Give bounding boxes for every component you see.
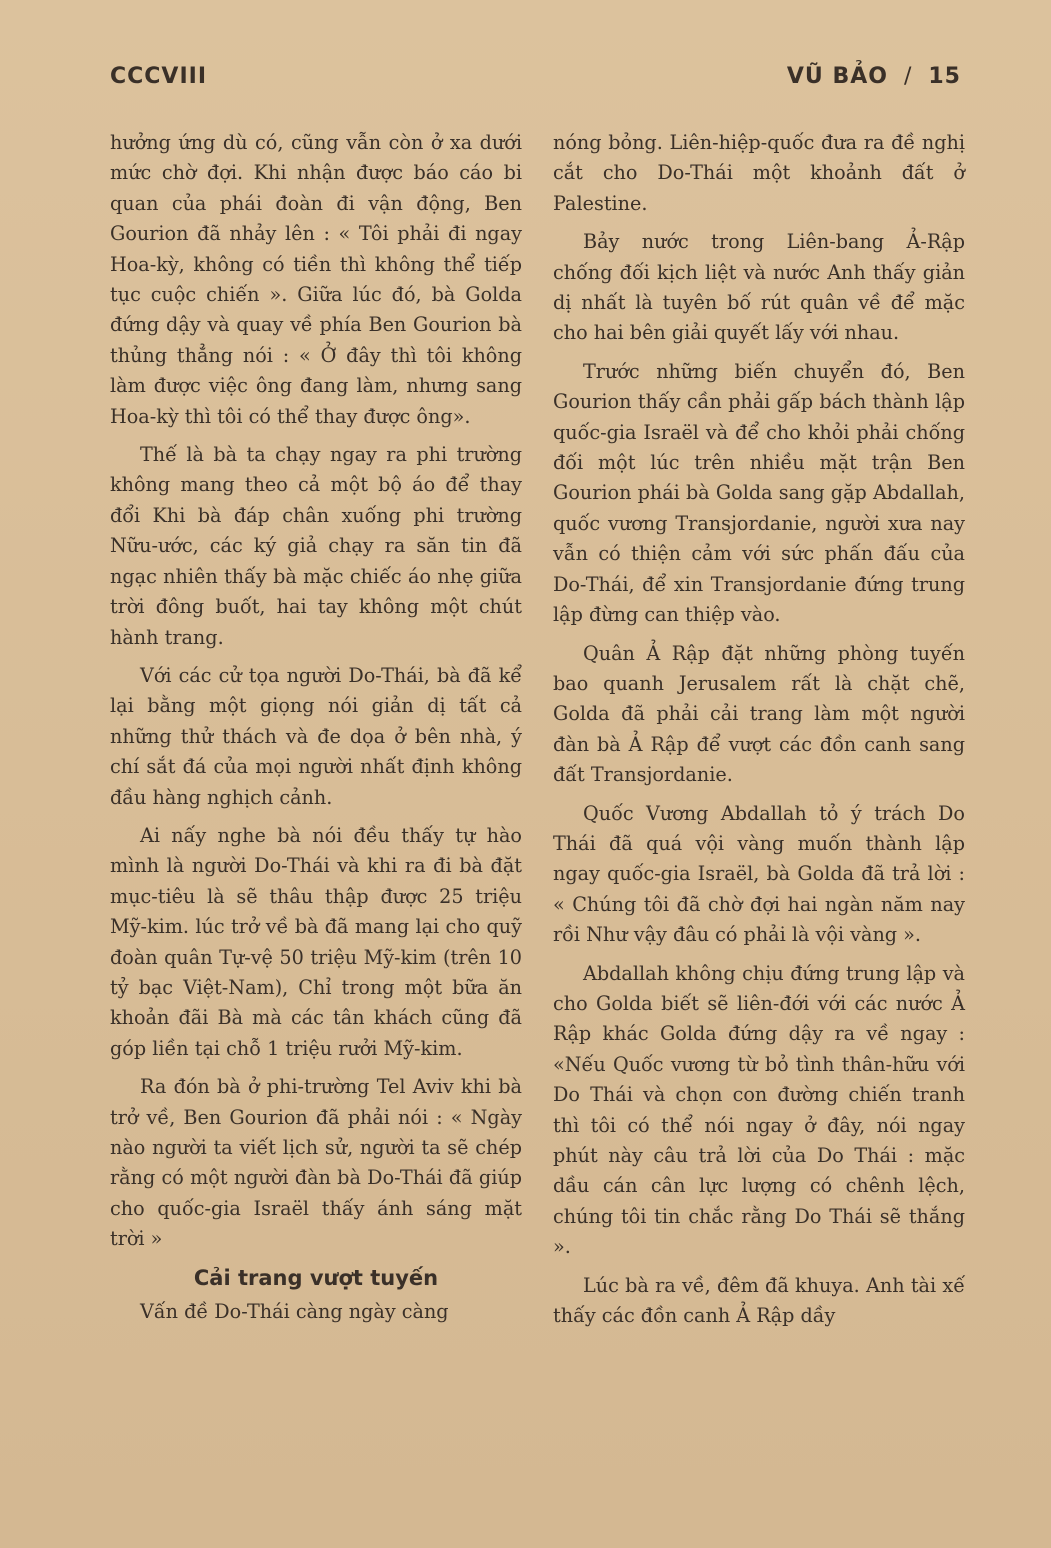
paragraph: Với các cử tọa người Do-Thái, bà đã kể lại bằng một giọng nói giản dị tất cả những thử thách và đe dọa ở bên nhà, ý chí sắt đá của mọi người nhất định không đầu hàng nghịch cảnh. — [110, 663, 522, 809]
paragraph: Ai nấy nghe bà nói đều thấy tự hào mình là người Do-Thái và khi ra đi bà đặt mục-tiêu là sẽ thâu thập được 25 triệu Mỹ-kim. lúc trở về bà đã mang lại cho quỹ đoàn quân Tự-vệ 50 triệu Mỹ-kim (trên 10 tỷ bạc Việt-Nam), Chỉ trong một bữa ăn khoản đãi Bà mà các tân khách cũng đã góp liền tại chỗ 1 triệu rưởi Mỹ-kim. — [110, 823, 522, 1060]
paragraph: Bảy nước trong Liên-bang Ả-Rập chống đối kịch liệt và nước Anh thấy giản dị nhất là tuyên bố rút quân về để mặc cho hai bên giải quyết lấy với nhau. — [553, 230, 965, 345]
paragraph: Quốc Vương Abdallah tỏ ý trách Do Thái đã quá vội vàng muốn thành lập ngay quốc-gia Israël, bà Golda đã trả lời : « Chúng tôi đã chờ đợi hai ngàn năm nay rồi Như vậy đâu có phải là vội vàng ». — [553, 801, 965, 947]
paragraph: Quân Ả Rập đặt những phòng tuyến bao quanh Jerusalem rất là chặt chẽ, Golda đã phải cải trang làm một người đàn bà Ả Rập để vượt các đồn canh sang đất Transjordanie. — [553, 641, 965, 787]
paragraph: Ra đón bà ở phi-trường Tel Aviv khi bà trở về, Ben Gourion đã phải nói : « Ngày nào người ta viết lịch sử, người ta sẽ chép rằng có một người đàn bà Do-Thái đã giúp cho quốc-gia Israël thấy ánh sáng mặt trời » — [110, 1075, 522, 1251]
running-header — [787, 64, 961, 89]
page-number: 15 — [928, 64, 961, 89]
right-column — [553, 128, 965, 1339]
header-separator: / — [903, 64, 913, 89]
paragraph: Vấn đề Do-Thái càng ngày càng — [140, 1300, 449, 1324]
paragraph: Thế là bà ta chạy ngay ra phi trường không mang theo cả một bộ áo để thay đổi Khi bà đáp chân xuống phi trường Nữu-ước, các ký giả chạy ra săn tin đã ngạc nhiên thấy bà mặc chiếc áo nhẹ giữa trời đông buốt, hai tay không một chút hành trang. — [110, 443, 522, 649]
author-title: VŨ BẢO — [786, 64, 888, 89]
section-heading: Cải trang vượt tuyến — [193, 1265, 439, 1290]
paragraph: Trước những biến chuyển đó, Ben Gourion thấy cần phải gấp bách thành lập quốc-gia Israël và để cho khỏi phải chống đối một lúc trên nhiều mặt trận Ben Gourion phái bà Golda sang gặp Abdallah, quốc vương Transjordanie, người xưa nay vẫn có thiện cảm với sức phấn đấu của Do-Thái, để xin Transjordanie đứng trung lập đừng can thiệp vào. — [553, 359, 965, 627]
left-column — [110, 128, 522, 1335]
chapter-number: CCCVIII — [110, 64, 208, 89]
paragraph: nóng bỏng. Liên-hiệp-quốc đưa ra đề nghị cắt cho Do-Thái một khoảnh đất ở Palestine. — [553, 131, 965, 215]
paragraph: Abdallah không chịu đứng trung lập và cho Golda biết sẽ liên-đới với các nước Ả Rập khác Golda đứng dậy ra về ngay : «Nếu Quốc vương từ bỏ tình thân-hữu với Do Thái và chọn con đường chiến tranh thì tôi có thể nói ngay ở đây, nói ngay phút này câu trả lời của Do Thái : mặc dầu cán cân lực lượng có chênh lệch, chúng tôi tin chắc rằng Do Thái sẽ thắng ». — [553, 961, 965, 1259]
paragraph: hưởng ứng dù có, cũng vẫn còn ở xa dưới mức chờ đợi. Khi nhận được báo cáo bi quan của phái đoàn đi vận động, Ben Gourion đã nhảy lên : « Tôi phải đi ngay Hoa-kỳ, không có tiền thì không thể tiếp tục cuộc chiến ». Giữa lúc đó, bà Golda đứng dậy và quay về phía Ben Gourion bà thủng thẳng nói : « Ở đây thì tôi không làm được việc ông đang làm, nhưng sang Hoa-kỳ thì tôi có thể thay được ông». — [110, 131, 522, 428]
paragraph: Lúc bà ra về, đêm đã khuya. Anh tài xế thấy các đồn canh Ả Rập dầy — [553, 1273, 965, 1328]
